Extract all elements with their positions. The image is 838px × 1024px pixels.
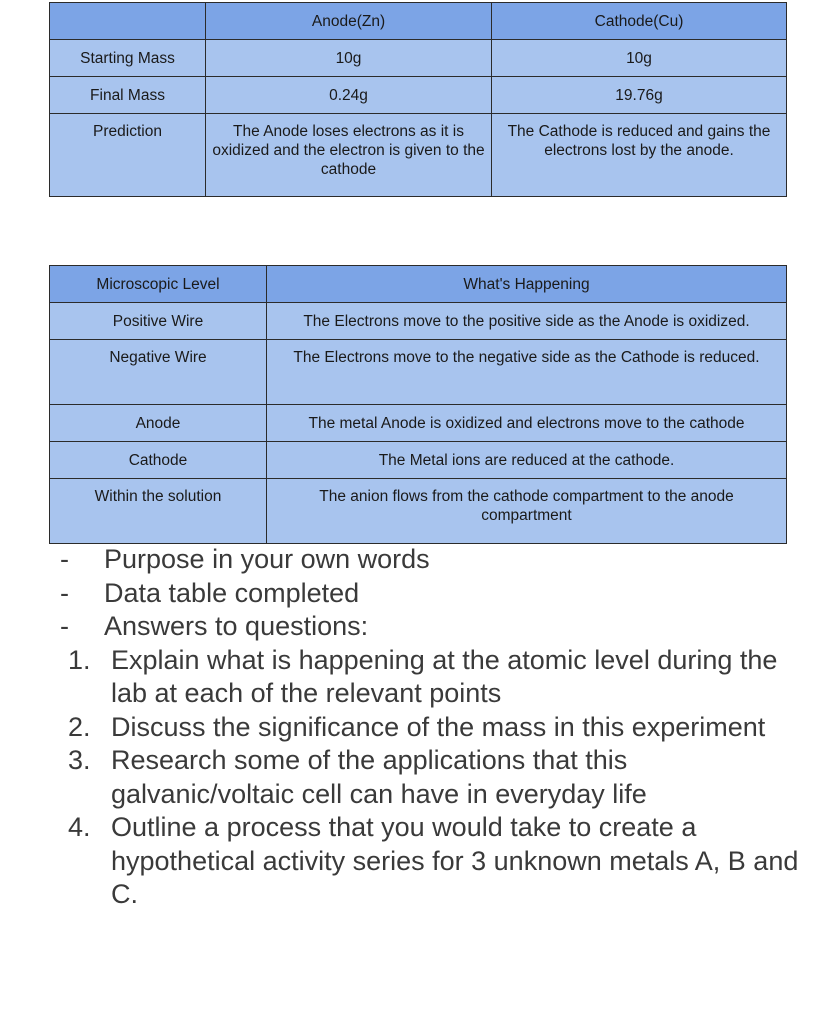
question-item	[68, 644, 800, 711]
anode-cell: 10g	[206, 40, 492, 77]
table-row	[50, 442, 787, 479]
dash-marker: -	[60, 544, 69, 574]
dash-marker: -	[60, 577, 69, 608]
column-header-anode: Anode(Zn)	[206, 3, 492, 40]
level-cell: Cathode	[50, 442, 267, 479]
description-cell: The Metal ions are reduced at the cathode.	[267, 442, 787, 479]
list-item	[60, 610, 800, 644]
description-cell: The Electrons move to the positive side as the Anode is oxidized.	[267, 303, 787, 340]
question-number: 3.	[68, 745, 91, 775]
table-row	[50, 114, 787, 197]
microscopic-level-table	[49, 265, 787, 544]
level-cell: Positive Wire	[50, 303, 267, 340]
level-cell: Negative Wire	[50, 340, 267, 405]
table-row	[50, 405, 787, 442]
anode-cell: The Anode loses electrons as it is oxidized and the electron is given to the cathode	[206, 114, 492, 197]
description-cell: The metal Anode is oxidized and electrons move to the cathode	[267, 405, 787, 442]
question-text: Discuss the significance of the mass in this experiment	[111, 711, 766, 742]
mass-data-table	[49, 2, 787, 197]
cathode-cell: The Cathode is reduced and gains the electrons lost by the anode.	[492, 114, 787, 197]
table-row	[50, 303, 787, 340]
cathode-cell: 10g	[492, 40, 787, 77]
list-item	[60, 543, 800, 577]
level-cell: Anode	[50, 405, 267, 442]
description-cell: The Electrons move to the negative side as the Cathode is reduced.	[267, 340, 787, 405]
cathode-cell: 19.76g	[492, 77, 787, 114]
table-row	[50, 40, 787, 77]
question-number: 4.	[68, 812, 91, 842]
assignment-checklist	[60, 543, 800, 912]
column-header-level: Microscopic Level	[50, 266, 267, 303]
anode-cell: 0.24g	[206, 77, 492, 114]
table-header-row	[50, 3, 787, 40]
table-header-row	[50, 266, 787, 303]
list-item	[60, 577, 800, 611]
table-row	[50, 340, 787, 405]
question-item	[68, 711, 800, 745]
question-number: 2.	[68, 711, 91, 742]
row-label: Starting Mass	[50, 40, 206, 77]
dash-marker: -	[60, 611, 69, 641]
question-text: Explain what is happening at the atomic level during the lab at each of the relevant points	[111, 644, 778, 708]
list-item-text: Data table completed	[104, 577, 360, 608]
table-row	[50, 77, 787, 114]
column-header	[50, 3, 206, 40]
list-item-text: Purpose in your own words	[104, 544, 430, 574]
question-item	[68, 811, 800, 912]
description-cell: The anion flows from the cathode compartment to the anode compartment	[267, 479, 787, 544]
level-cell: Within the solution	[50, 479, 267, 544]
column-header-happening: What's Happening	[267, 266, 787, 303]
list-item-text: Answers to questions:	[104, 611, 369, 641]
row-label: Final Mass	[50, 77, 206, 114]
question-number: 1.	[68, 644, 91, 675]
row-label: Prediction	[50, 114, 206, 197]
question-text: Research some of the applications that this galvanic/voltaic cell can have in everyday life	[111, 745, 647, 809]
question-text: Outline a process that you would take to create a hypothetical activity series for 3 unknown metals A, B and C.	[111, 812, 799, 909]
table-row	[50, 479, 787, 544]
question-item	[68, 744, 800, 811]
column-header-cathode: Cathode(Cu)	[492, 3, 787, 40]
